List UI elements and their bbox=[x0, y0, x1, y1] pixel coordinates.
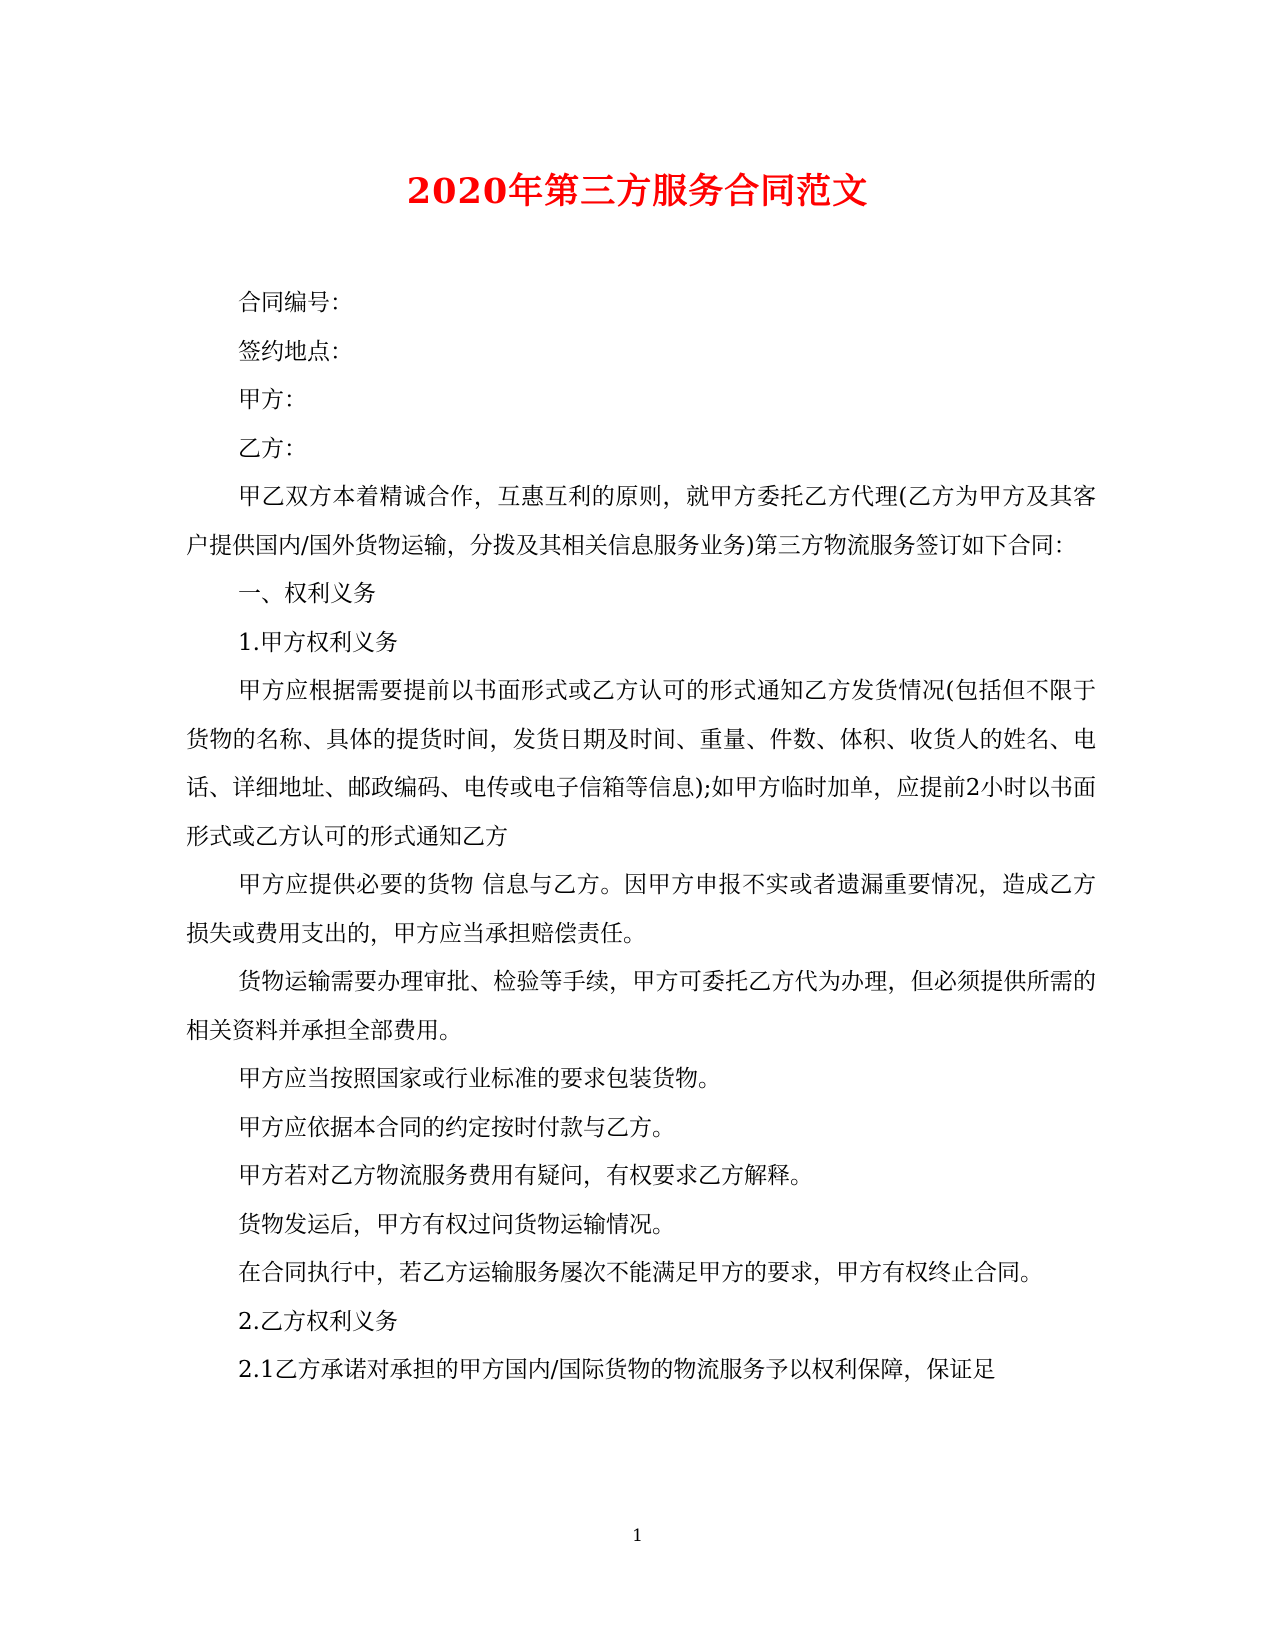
paragraph-termination: 在合同执行中，若乙方运输服务屡次不能满足甲方的要求，甲方有权终止合同。 bbox=[238, 1260, 1043, 1286]
section-heading-rights-obligations: 一、权利义务 bbox=[238, 581, 376, 607]
paragraph-fee-questions: 甲方若对乙方物流服务费用有疑问，有权要求乙方解释。 bbox=[238, 1163, 813, 1189]
preamble-paragraph: 甲乙双方本着精诚合作，互惠互利的原则，就甲方委托乙方代理(乙方为甲方及其客户提供国内/国外货物运输，分拨及其相关信息服务业务)第三方物流服务签订如下合同： bbox=[186, 484, 1096, 559]
party-a-line: 甲方： bbox=[238, 387, 307, 413]
paragraph-party-b-commitment: 2.1乙方承诺对承担的甲方国内/国际货物的物流服务予以权利保障，保证足 bbox=[238, 1357, 996, 1383]
document-body bbox=[186, 279, 1096, 1395]
party-b-line: 乙方： bbox=[238, 435, 307, 462]
signing-location-line: 签约地点： bbox=[238, 338, 353, 365]
contract-number-line: 合同编号： bbox=[238, 290, 353, 316]
subsection-heading-party-b: 2.乙方权利义务 bbox=[238, 1308, 398, 1335]
paragraph-inquiry: 货物发运后，甲方有权过问货物运输情况。 bbox=[238, 1211, 675, 1238]
paragraph-approval-inspection: 货物运输需要办理审批、检验等手续，甲方可委托乙方代为办理，但必须提供所需的相关资料并承担全部费用。 bbox=[186, 969, 1096, 1044]
page-number: 1 bbox=[632, 1526, 643, 1546]
subsection-heading-party-a: 1.甲方权利义务 bbox=[238, 629, 398, 656]
paragraph-payment: 甲方应依据本合同的约定按时付款与乙方。 bbox=[238, 1114, 675, 1141]
paragraph-shipping-notice: 甲方应根据需要提前以书面形式或乙方认可的形式通知乙方发货情况(包括但不限于货物的名称、具体的提货时间，发货日期及时间、重量、件数、体积、收货人的姓名、电话、详细地址、邮政编码、电传或电子信箱等信息);如甲方临时加单，应提前2小时以书面形式或乙方认可的形式通知乙方 bbox=[186, 678, 1096, 850]
document-title: 2020年第三方服务合同范文 bbox=[406, 171, 869, 212]
paragraph-cargo-info: 甲方应提供必要的货物 信息与乙方。因甲方申报不实或者遗漏重要情况，造成乙方损失或费用支出的，甲方应当承担赔偿责任。 bbox=[186, 872, 1096, 947]
paragraph-packaging: 甲方应当按照国家或行业标准的要求包装货物。 bbox=[238, 1066, 721, 1092]
